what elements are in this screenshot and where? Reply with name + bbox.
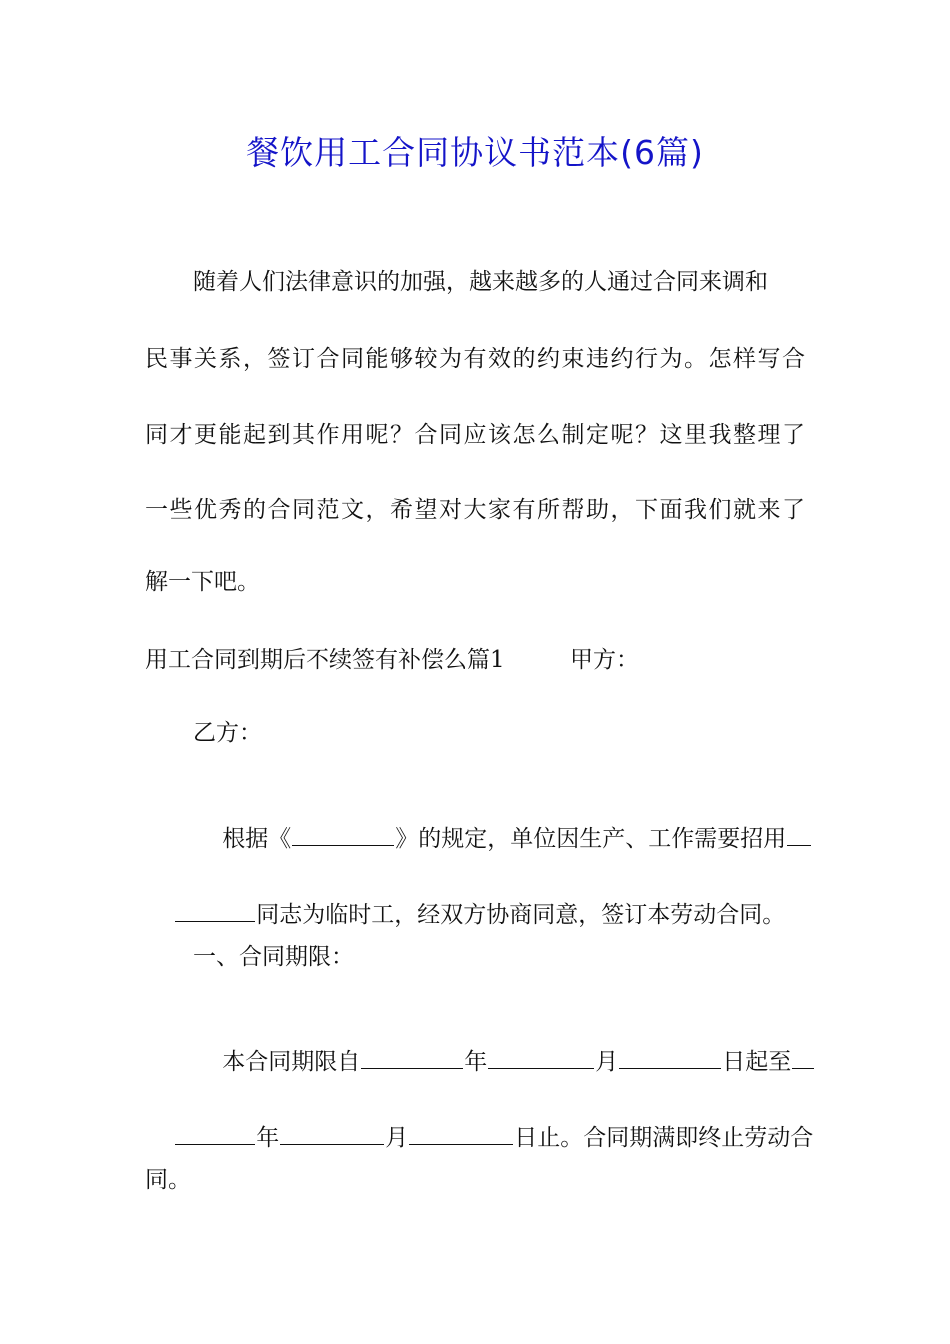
intro-line-2: 民事关系，签订合同能够较为有效的约束违约行为。怎样写合 (145, 346, 805, 372)
month-label-2: 月 (385, 1125, 409, 1151)
end-month-blank[interactable] (280, 1122, 384, 1145)
intro-line-1: 随着人们法律意识的加强，越来越多的人通过合同来调和 (193, 269, 768, 295)
term-text-1: 本合同期限自 (222, 1049, 361, 1075)
day-from-label: 日起至 (722, 1049, 792, 1075)
end-year-blank-start[interactable] (792, 1046, 814, 1069)
employee-name-blank-end[interactable] (175, 899, 255, 922)
day-to-label: 日止。合同期满即终止劳动合 (514, 1125, 814, 1151)
intro-line-4: 一些优秀的合同范文，希望对大家有所帮助，下面我们就来了 (145, 497, 805, 523)
basis-text-1: 根据《 (222, 826, 292, 852)
employee-name-blank-start[interactable] (787, 823, 811, 846)
intro-line-3: 同才更能起到其作用呢？合同应该怎么制定呢？这里我整理了 (145, 422, 805, 448)
party-a-label: 甲方： (570, 647, 639, 673)
end-year-blank-end[interactable] (175, 1122, 255, 1145)
intro-line-5: 解一下吧。 (145, 569, 260, 595)
term-line-3: 同。 (145, 1167, 191, 1193)
end-day-blank[interactable] (409, 1122, 513, 1145)
year-label: 年 (464, 1049, 488, 1075)
start-year-blank[interactable] (361, 1046, 463, 1069)
basis-text-2: 》的规定，单位因生产、工作需要招用 (395, 826, 787, 852)
basis-text-3: 同志为临时工，经双方协商同意，签订本劳动合同。 (256, 902, 786, 928)
start-month-blank[interactable] (488, 1046, 594, 1069)
year-label-2: 年 (256, 1125, 280, 1151)
clause-1-heading: 一、合同期限： (193, 944, 354, 970)
term-line-2 (145, 1092, 813, 1183)
law-name-blank[interactable] (292, 823, 394, 846)
section-heading: 用工合同到期后不续签有补偿么篇1 (145, 647, 505, 673)
party-b-label: 乙方： (193, 720, 262, 746)
month-label: 月 (595, 1049, 619, 1075)
document-title: 餐饮用工合同协议书范本(6篇) (246, 133, 704, 172)
start-day-blank[interactable] (619, 1046, 721, 1069)
